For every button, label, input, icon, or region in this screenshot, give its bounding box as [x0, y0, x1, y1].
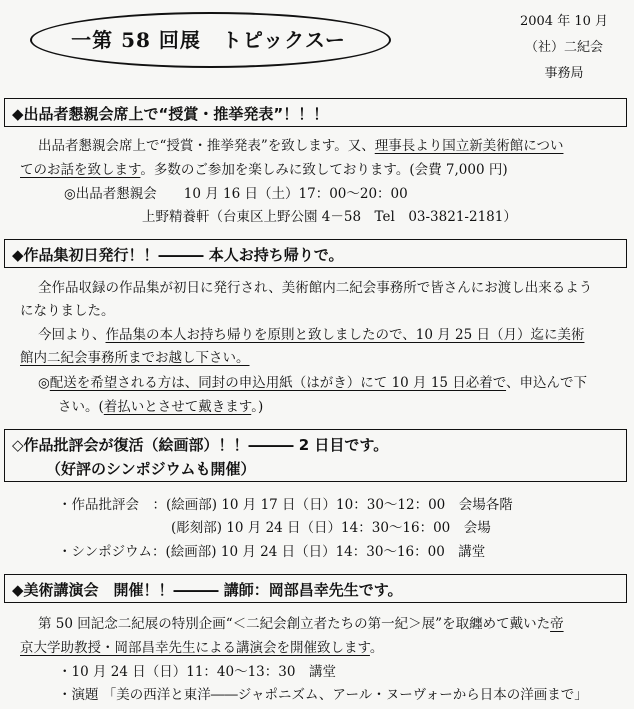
s1-text-2: 。多数のご参加を楽しみに致しております。(会費 7,000 円) — [140, 162, 508, 178]
s2-text: 今回より、 — [38, 327, 106, 343]
s2-underlined-text: 作品集の本人お持ち帰りを原則と致しましたので、10 月 25 日（月）迄に美術 — [105, 327, 585, 343]
s2-text-2: 、申込んで下 — [506, 375, 588, 391]
org-dept: 事務局 — [544, 66, 584, 81]
section-1-para-line1 — [38, 136, 563, 156]
s4-underlined-text: 帝 — [550, 616, 564, 632]
section-2-para-line6 — [58, 397, 263, 417]
section-3-row2: (彫刻部) 10 月 24 日（日）14：30～16：00 会場 — [171, 520, 491, 536]
issue-date: 2004 年 10 月 — [519, 14, 609, 29]
section-2-para-line1: 全作品収録の作品集が初日に発行され、美術館内二紀会事務所で皆さんにお渡し出来るよう — [38, 280, 593, 296]
section-4-row2: ・演題 「美の西洋と東洋――ジャポニズム、アール・ヌーヴォーから日本の洋画まで」 — [58, 687, 588, 703]
section-3-row3: ・シンポジウム：(絵画部) 10 月 24 日（日）14：30～16：00 講堂 — [58, 544, 486, 560]
s1-text: 出品者懇親会席上で“授賞・推挙発表”を致します。又、 — [38, 138, 375, 154]
section-3-row1: ・作品批評会 ：(絵画部) 10 月 17 日（日）10：30～12：00 会場各階 — [58, 497, 513, 513]
section-2-para-line5 — [38, 373, 587, 393]
section-2-heading: ◆作品集初日発行！！――― 本人お持ち帰りで。 — [12, 246, 344, 264]
section-2-para-line2: になりました。 — [20, 303, 115, 319]
s1-underlined-text-2: てのお話を致します — [20, 162, 141, 178]
s2-mark: ◎ — [38, 375, 50, 391]
org-name: （社）二紀会 — [524, 40, 603, 55]
section-4-row1: ・10 月 24 日（日）11：40～13：30 講堂 — [58, 664, 336, 680]
s4-text-2: 。 — [369, 640, 384, 656]
section-4-para-line1 — [38, 614, 564, 634]
s2-text-4: 。) — [251, 399, 264, 415]
section-1-para-line2 — [20, 160, 508, 180]
section-4-para-line2 — [20, 638, 383, 658]
s1-underlined-text: 理事長より国立新美術館につい — [374, 138, 564, 154]
section-4-heading: ◆美術講演会 開催！！――― 講師：岡部昌幸先生です。 — [12, 581, 403, 599]
s2-underlined-text-2: 配送を希望される方は、同封の申込用紙（はがき）にて 10 月 15 日必着で — [49, 375, 507, 391]
section-1-venue: 上野精養軒（台東区上野公園 4－58 Tel 03-3821-2181） — [142, 209, 517, 225]
s4-text: 第 50 回記念二紀展の特別企画“＜二紀会創立者たちの第一紀＞展”を取纏めて戴いた — [38, 616, 551, 632]
section-3-heading: ◇作品批評会が復活（絵画部）！！――― 2 日目です。 — [12, 436, 389, 454]
page-title: 一第 58 回展 トピックスー — [71, 27, 346, 52]
section-2-para-line3 — [38, 325, 584, 345]
section-2-para-line4: 館内二紀会事務所までお越し下さい。 — [20, 350, 250, 366]
section-1-heading: ◆出品者懇親会席上で“授賞・推挙発表”！！！ — [12, 105, 329, 123]
s2-text-3: さい。( — [58, 399, 104, 415]
s2-underlined-text-3: 着払いとさせて戴きます — [103, 399, 252, 415]
s4-underlined-text-2: 京大学助教授・岡部昌幸先生による講演会を開催致します — [20, 640, 370, 656]
section-1-event: ◎出品者懇親会 10 月 16 日（土）17：00～20：00 — [64, 186, 408, 202]
section-3-subheading: （好評のシンポジウムも開催） — [46, 460, 256, 478]
